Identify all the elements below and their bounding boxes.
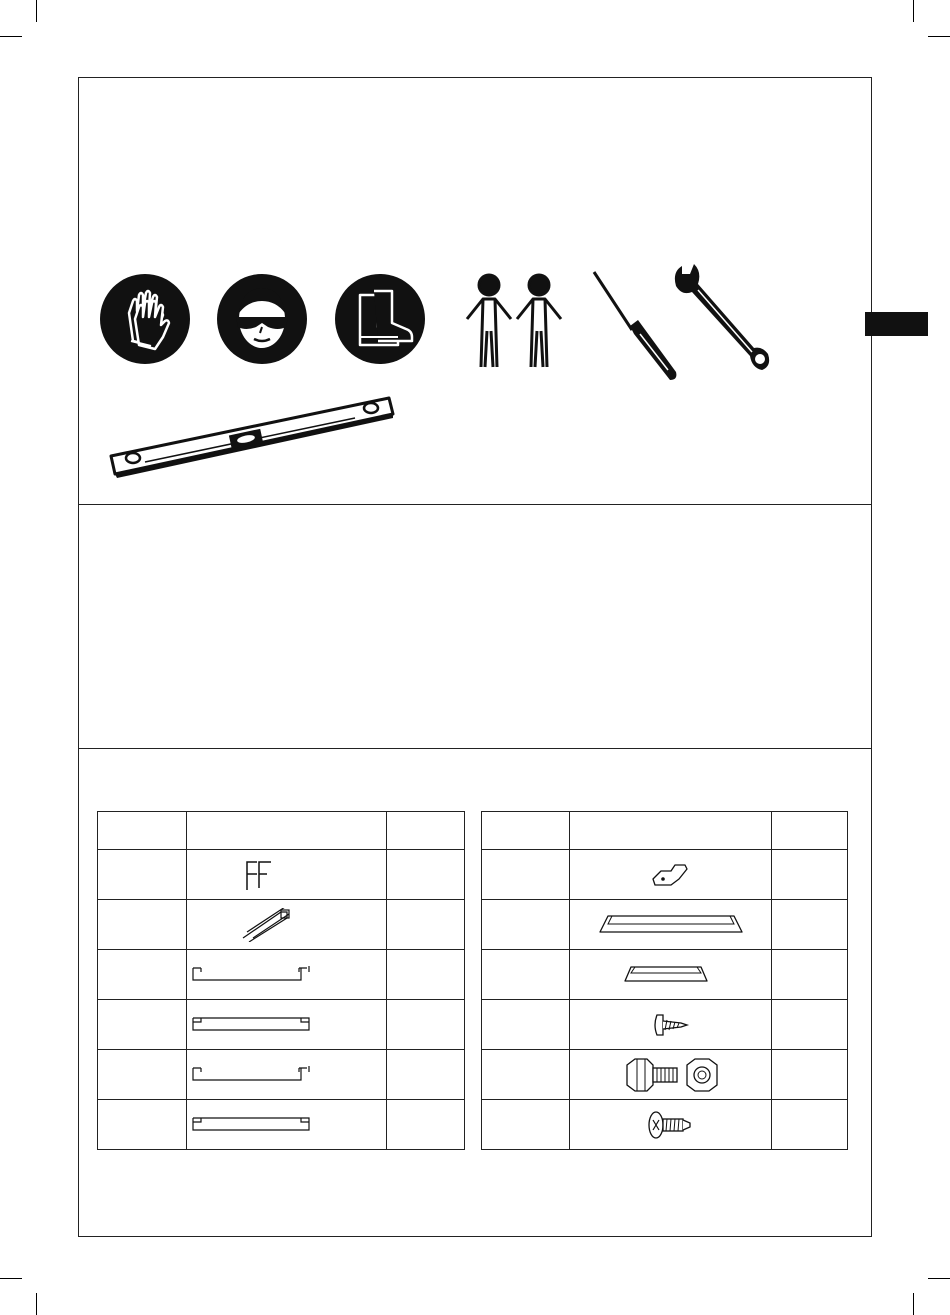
two-persons-icon — [465, 273, 565, 371]
part-qty — [772, 850, 848, 900]
crop-mark — [0, 1278, 22, 1279]
spirit-level-icon — [105, 392, 395, 482]
table-row — [98, 1000, 465, 1050]
part-ref — [482, 1050, 570, 1100]
part-qty — [387, 1100, 465, 1150]
gloves-icon — [99, 273, 191, 365]
long-beam-with-tab-icon — [191, 964, 321, 986]
bolt-and-nut-icon — [621, 1057, 721, 1093]
part-qty — [387, 900, 465, 950]
crop-mark — [36, 1293, 37, 1315]
header-ref — [482, 812, 570, 850]
header-part — [187, 812, 387, 850]
rail-profile-icon — [241, 908, 301, 942]
table-row — [98, 900, 465, 950]
part-qty — [387, 850, 465, 900]
table-row — [482, 950, 848, 1000]
part-qty — [772, 1050, 848, 1100]
part-ref — [98, 1050, 187, 1100]
part-ref — [98, 1000, 187, 1050]
self-drilling-screw-icon — [646, 1109, 696, 1141]
part-ref — [482, 1100, 570, 1150]
part-qty — [387, 1000, 465, 1050]
long-beam-with-tab-icon — [191, 1064, 321, 1086]
crop-mark — [913, 0, 914, 22]
crop-mark — [928, 1278, 950, 1279]
wrench-icon — [668, 260, 773, 375]
crop-mark — [913, 1293, 914, 1315]
corner-plate-icon — [649, 861, 693, 889]
crop-mark — [0, 36, 22, 37]
section-divider — [78, 504, 872, 505]
screw-icon — [651, 1011, 691, 1039]
header-part — [570, 812, 772, 850]
part-qty — [772, 900, 848, 950]
part-ref — [482, 850, 570, 900]
part-qty — [387, 950, 465, 1000]
header-qty — [772, 812, 848, 850]
safety-glasses-icon — [216, 273, 308, 365]
part-qty — [772, 1100, 848, 1150]
part-ref — [98, 850, 187, 900]
part-ref — [98, 950, 187, 1000]
connector-bracket-icon — [241, 858, 281, 892]
table-row — [98, 1050, 465, 1100]
header-ref — [98, 812, 187, 850]
table-row — [482, 850, 848, 900]
table-row — [482, 1000, 848, 1050]
part-ref — [482, 900, 570, 950]
parts-table-left — [97, 811, 465, 1150]
long-channel-icon — [596, 912, 746, 938]
section-divider — [78, 748, 872, 749]
part-ref — [98, 1100, 187, 1150]
crop-mark — [928, 36, 950, 37]
short-channel-icon — [621, 963, 721, 987]
part-ref — [482, 950, 570, 1000]
table-row — [482, 1100, 848, 1150]
part-qty — [387, 1050, 465, 1100]
table-row — [98, 850, 465, 900]
table-row — [482, 900, 848, 950]
crop-mark — [36, 0, 37, 22]
screwdriver-icon — [590, 268, 680, 383]
part-qty — [772, 950, 848, 1000]
part-ref — [482, 1000, 570, 1050]
long-beam-icon — [191, 1014, 321, 1036]
table-row — [98, 1100, 465, 1150]
safety-boots-icon — [334, 273, 426, 365]
section-tab-marker — [865, 312, 928, 336]
table-row — [482, 1050, 848, 1100]
header-qty — [387, 812, 465, 850]
long-beam-icon — [191, 1114, 321, 1136]
part-ref — [98, 900, 187, 950]
table-row — [98, 950, 465, 1000]
parts-table-right — [481, 811, 848, 1150]
part-qty — [772, 1000, 848, 1050]
